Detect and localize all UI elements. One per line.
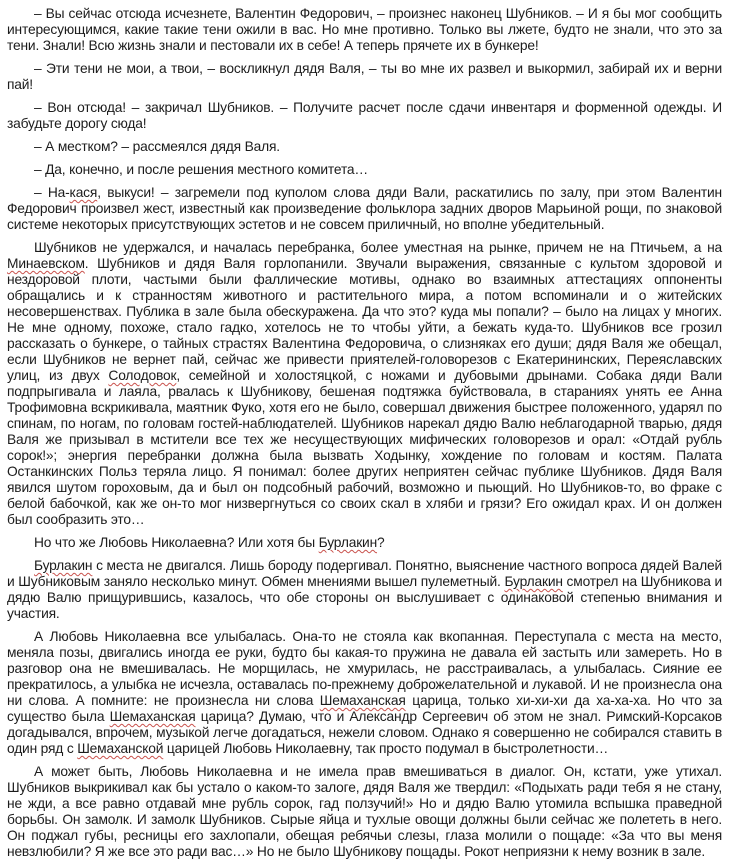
misspelled-word[interactable]: кася xyxy=(69,185,98,200)
paragraph xyxy=(7,6,722,54)
paragraph xyxy=(7,629,722,757)
paragraph xyxy=(7,100,722,132)
text-run: с места не двигался. Лишь бороду подергивал. Понятно, выяснение частного вопроса дядей Валей и Шубниковым заняло несколько минут. Обмен мнениями вышел пулеметный. xyxy=(7,558,722,589)
paragraph xyxy=(7,139,722,155)
text-run: ? xyxy=(377,535,385,550)
text-run: – Вон отсюда! – закричал Шубников. – Получите расчет после сдачи инвентаря и форменной одежды. И забудьте дорогу сюда! xyxy=(7,100,722,131)
text-run: Но что же Любовь Николаевна? Или хотя бы xyxy=(34,535,319,550)
paragraph xyxy=(7,185,722,233)
text-run: . Шубников и дядя Валя горлопанили. Звучали выражения, связанные с культом здоровой и нездоровой плоти, частыми были фаллические мотивы, однако во взаимных аттестациях оппоненты обращались и к странностям животного и растительного мира, а потом вспоминали и о житейских несовершенствах. Публика в зале была обескуражена. Да что это? куда мы попали? – было на лицах у многих. Не мне одному, похоже, стало гадко, хотелось не то чтобы уйти, а бежать куда-то. Шубников все грозил рассказать о бункере, о тайных страстях Валентина Федоровича, о слизняках его души; дядя Валя же обещал, если Шубников не вернет пай, сейчас же привести приятелей-головорезов с Екатерининских, Переяславских улиц, из двух xyxy=(7,256,722,383)
misspelled-word[interactable]: Шемаханской xyxy=(77,741,164,756)
misspelled-word[interactable]: Шемаханская xyxy=(109,709,196,724)
misspelled-word[interactable]: Минаевском xyxy=(7,256,85,271)
paragraph xyxy=(7,764,722,860)
text-run: царица, только хи-хи-хи да ха-ха-ха. Но что за существо была xyxy=(7,693,722,724)
misspelled-word[interactable]: Солодовок xyxy=(108,368,177,383)
paragraph xyxy=(7,240,722,528)
text-run: – А местком? – рассмеялся дядя Валя. xyxy=(34,139,280,154)
paragraph xyxy=(7,535,722,551)
text-run: – Вы сейчас отсюда исчезнете, Валентин Федорович, – произнес наконец Шубников. – И я бы мог сообщить интересующимся, какие такие тени ожили в вас. Но мне противно. Только вы лжете, будто не знали, что это за тени. Знали! Всю жизнь знали и пестовали их в себе! А теперь прячете их в бункере! xyxy=(7,6,722,53)
text-run: , выкуси! – загремели под куполом слова дяди Вали, раскатились по залу, при этом Валентин Федорович произвел жест, известный как произведение фольклора задних дворов Марьиной рощи, по знаковой системе некоторых присутствующих эстетов и не совсем приличный, но вполне убедительный. xyxy=(7,185,723,232)
text-run: , семейной и холостяцкой, с ножами и дубовыми дрынами. Собака дяди Вали подпрыгивала и лаяла, рвалась к Шубникову, бешеная подтяжка буйствовала, в стараниях унять ее Анна Трофимовна вскрикивала, маятник Фуко, хотя его не было, совершал движения быстрее положенного, ударял по спинам, по ногам, по головам гостей-наблюдателей. Шубников нарекал дядю Валю неблагодарной тварью, дядя Валя же призывал в мстители все тех же несуществующих мифических головорезов и орал: «Отдай рубль сорок!»; энергия перебранки должна была вызвать Ходынку, хождение по головам и костям. Палата Останкинских Польз теряла лицо. Я понимал: более других неприятен сейчас публике Шубников. Дядя Валя явился шутом гороховым, да и был он подсобный рабочий, возможно и пьющий. Но Шубников-то, во фраке с белой бабочкой, как же он-то мог низвергнуться со своих скал в хляби и грязи? Его ожидал крах. И он должен был сообразить это… xyxy=(7,368,722,527)
paragraph xyxy=(7,162,722,178)
text-run: А может быть, Любовь Николаевна и не имела прав вмешиваться в диалог. Он, кстати, уже утихал. Шубников выкрикивал как бы устало о каком-то залоге, дядя Валя же твердил: «Подыхать ради тебя я не стану, не жди, а все равно отдавай мне рубль сорок, гад ползучий!» Но и дядю Валю утомила вспышка праведной борьбы. Он замолк. И замолк Шубников. Сырые яйца и тухлые овощи должны были сейчас же полететь в него. Он поджал губы, ресницы его захлопали, обещая ребячьи слезы, глаза молили о пощаде: «За что вы меня невзлюбили? Я же все это ради вас…» Но не было Шубникову пощады. Рокот неприязни к нему возник в зале. xyxy=(7,764,722,859)
text-run: – На- xyxy=(34,185,70,200)
text-run: смотрел на Шубникова и дядю Валю прищурившись, казалось, что обе стороны он выслушивает с одинаковой степенью внимания и участия. xyxy=(7,574,723,621)
text-run: царица? Думаю, что и Александр Сергеевич об этом не знал. Римский-Корсаков догадывался, впрочем, музыкой легче догадаться, нежели словом. Однако я совершенно не собирался ставить в один ряд с xyxy=(7,709,723,756)
text-run: – Да, конечно, и после решения местного комитета… xyxy=(34,162,369,177)
misspelled-word[interactable]: Бурлакин xyxy=(504,574,563,589)
misspelled-word[interactable]: Шемаханская xyxy=(319,693,406,708)
misspelled-word[interactable]: Бурлакин xyxy=(318,535,378,550)
text-run: А Любовь Николаевна все улыбалась. Она-то не стояла как вкопанная. Переступала с места на место, меняла позы, двигались иногда ее руки, будто бы какая-то пружина не давала ей застыть или замереть. Но в разговор она не вмешивалась. Не морщилась, не хмурилась, не расстраивалась, а улыбалась. Сияние ее прекратилось, а улыбка не исчезла, оставалась по-прежнему доброжелательной и лукавой. И не произнесла она ни слова. А помните: не произнесла ни слова xyxy=(7,629,722,708)
text-run: – Эти тени не мои, а твои, – воскликнул дядя Валя, – ты во мне их развел и выкормил, забирай их и верни пай! xyxy=(7,61,722,92)
paragraph xyxy=(7,558,722,622)
misspelled-word[interactable]: Бурлакин xyxy=(34,558,93,573)
paragraph xyxy=(7,61,722,93)
text-run: Шубников не удержался, и началась перебранка, более уместная на рынке, причем не на Птичьем, а на xyxy=(34,240,722,255)
text-run: царицей Любовь Николаевну, так просто подумал в быстролетности… xyxy=(163,741,609,756)
